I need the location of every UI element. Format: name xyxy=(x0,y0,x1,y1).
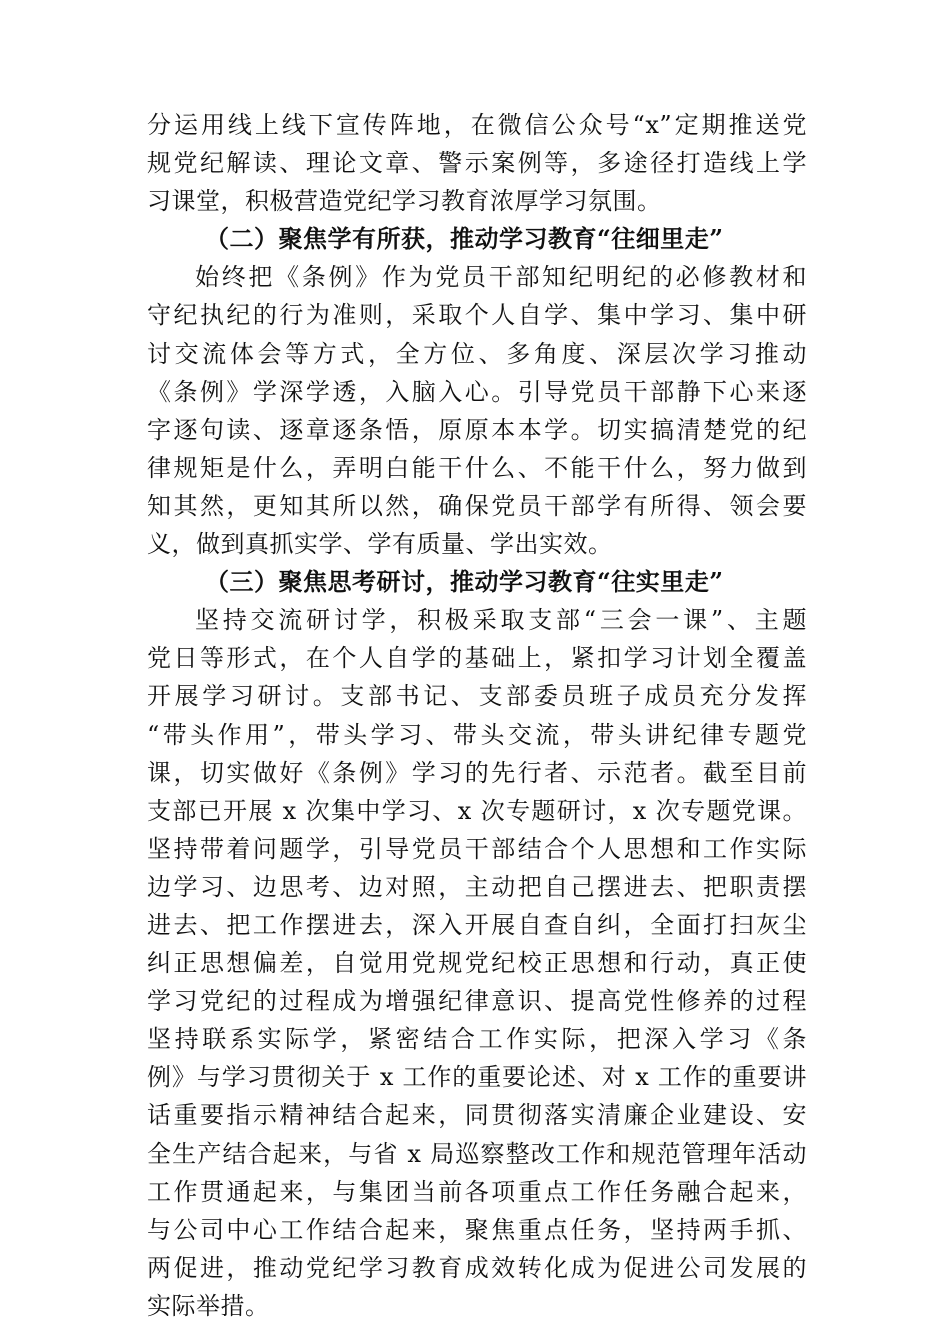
paragraph-line: 讨交流体会等方式，全方位、多角度、深层次学习推动 xyxy=(147,339,807,368)
paragraph-line: 支部已开展 x 次集中学习、x 次专题研讨，x 次专题党课。 xyxy=(147,796,807,825)
paragraph-line: 工作贯通起来，与集团当前各项重点工作任务融合起来， xyxy=(147,1177,807,1206)
paragraph-line: 学习党纪的过程成为增强纪律意识、提高党性修养的过程 xyxy=(147,987,807,1016)
paragraph-line: 党日等形式，在个人自学的基础上，紧扣学习计划全覆盖 xyxy=(147,644,807,673)
paragraph-line: 律规矩是什么，弄明白能干什么、不能干什么，努力做到 xyxy=(147,453,807,482)
paragraph-line: 纠正思想偏差，自觉用党规党纪校正思想和行动，真正使 xyxy=(147,949,807,978)
paragraph-line: 与公司中心工作结合起来，聚焦重点任务，坚持两手抓、 xyxy=(147,1215,807,1244)
paragraph-line: “带头作用”，带头学习、带头交流，带头讲纪律专题党 xyxy=(147,720,807,749)
paragraph-line: 两促进，推动党纪学习教育成效转化成为促进公司发展的 xyxy=(147,1253,807,1282)
paragraph-line: 全生产结合起来，与省 x 局巡察整改工作和规范管理年活动 xyxy=(147,1139,807,1168)
section-heading: （二）聚焦学有所获，推动学习教育“往细里走” xyxy=(205,224,724,254)
paragraph-line: 守纪执纪的行为准则，采取个人自学、集中学习、集中研 xyxy=(147,301,807,330)
paragraph-line: 规党纪解读、理论文章、警示案例等，多途径打造线上学 xyxy=(147,149,807,178)
paragraph-line: 坚持带着问题学，引导党员干部结合个人思想和工作实际 xyxy=(147,834,807,863)
section-heading: （三）聚焦思考研讨，推动学习教育“往实里走” xyxy=(205,567,724,597)
paragraph-last-line: 实际举措。 xyxy=(147,1291,270,1320)
paragraph-first-line: 坚持交流研讨学，积极采取支部“三会一课”、主题 xyxy=(195,606,807,635)
paragraph-line: 例》与学习贯彻关于 x 工作的重要论述、对 x 工作的重要讲 xyxy=(147,1063,807,1092)
paragraph-line: 课，切实做好《条例》学习的先行者、示范者。截至目前 xyxy=(147,758,807,787)
paragraph-line: 《条例》学深学透，入脑入心。引导党员干部静下心来逐 xyxy=(147,377,807,406)
paragraph-line: 话重要指示精神结合起来，同贯彻落实清廉企业建设、安 xyxy=(147,1101,807,1130)
paragraph-line: 边学习、边思考、边对照，主动把自己摆进去、把职责摆 xyxy=(147,872,807,901)
paragraph-last-line: 习课堂，积极营造党纪学习教育浓厚学习氛围。 xyxy=(147,187,662,216)
paragraph-line: 分运用线上线下宣传阵地，在微信公众号“x”定期推送党 xyxy=(147,111,807,139)
document-body xyxy=(147,106,807,1325)
paragraph-last-line: 义，做到真抓实学、学有质量、学出实效。 xyxy=(147,530,613,559)
paragraph-line: 开展学习研讨。支部书记、支部委员班子成员充分发挥 xyxy=(147,682,807,711)
paragraph-line: 坚持联系实际学，紧密结合工作实际，把深入学习《条 xyxy=(147,1025,807,1054)
paragraph-line: 字逐句读、逐章逐条悟，原原本本学。切实搞清楚党的纪 xyxy=(147,415,807,444)
paragraph-line: 知其然，更知其所以然，确保党员干部学有所得、领会要 xyxy=(147,491,807,520)
paragraph-line: 进去、把工作摆进去，深入开展自查自纠，全面打扫灰尘 xyxy=(147,910,807,939)
paragraph-first-line: 始终把《条例》作为党员干部知纪明纪的必修教材和 xyxy=(195,263,807,292)
